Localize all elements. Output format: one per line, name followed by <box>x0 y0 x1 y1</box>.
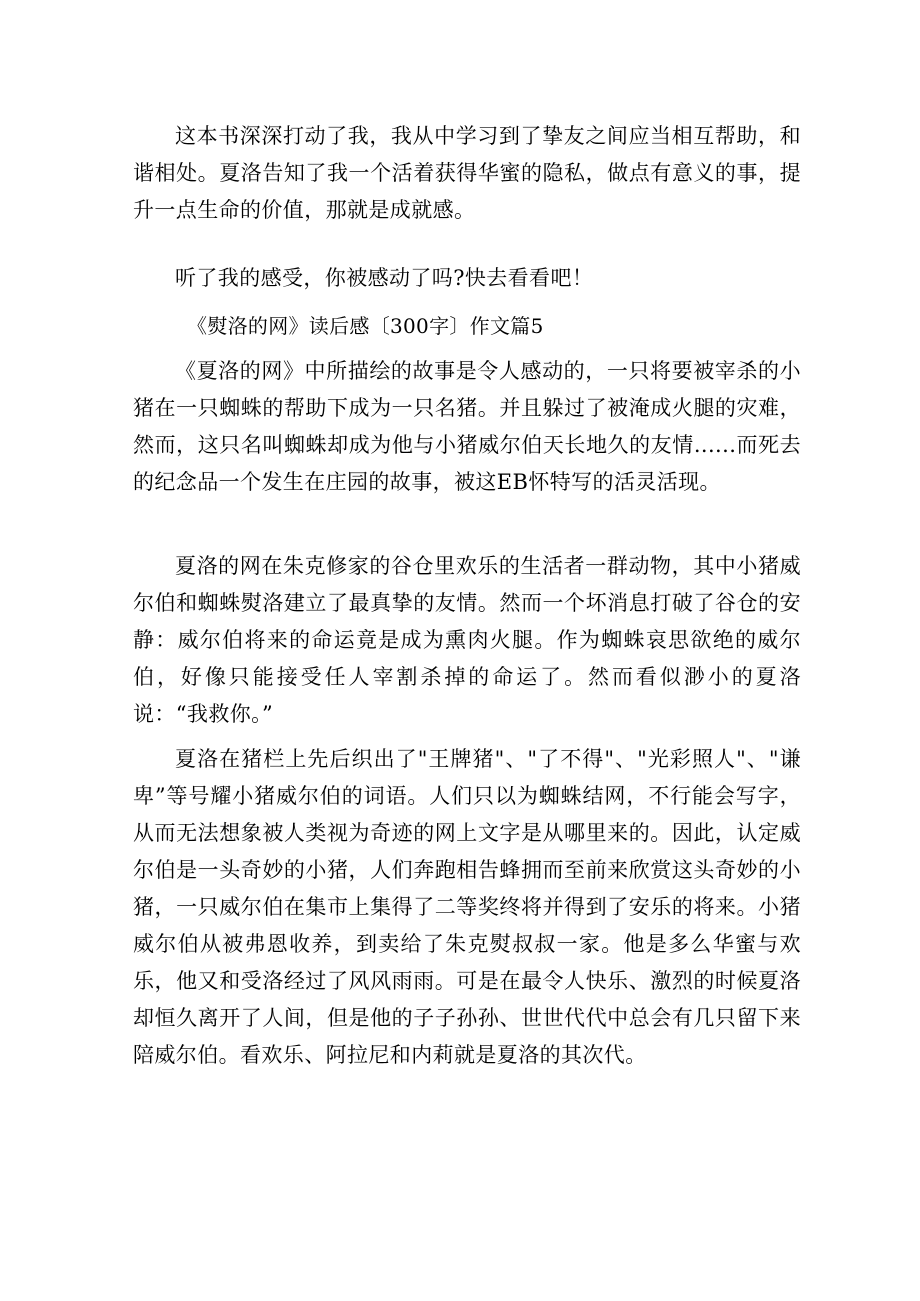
section-title: 《熨洛的网》读后感〔300字〕作文篇5 <box>187 314 544 338</box>
paragraph-3: 《夏洛的网》中所描绘的故事是令人感动的，一只将要被宰杀的小猪在一只蜘蛛的帮助下成为一只名猪。并且躲过了被淹成火腿的灾难，然而，这只名叫蜘蛛却成为他与小猪威尔伯天长地久的友情......而死去的纪念品一个发生在庄园的故事，被这EB怀特写的活灵活现。 <box>133 359 801 494</box>
paragraph-2: 听了我的感受，你被感动了吗?快去看看吧！ <box>175 266 594 290</box>
paragraph-1: 这本书深深打动了我，我从中学习到了挚友之间应当相互帮助，和谐相处。夏洛告知了我一个活着获得华蜜的隐私，做点有意义的事，提升一点生命的价值，那就是成就感。 <box>133 124 801 222</box>
paragraph-5: 夏洛在猪栏上先后织出了"王牌猪"、"了不得"、"光彩照人"、"谦卑”等号耀小猪威尔伯的词语。人们只以为蜘蛛结网，不行能会写字，从而无法想象被人类视为奇迹的网上文字是从哪里来的。因此，认定威尔伯是一头奇妙的小猪，人们奔跑相告蜂拥而至前来欣赏这头奇妙的小猪，一只威尔伯在集市上集得了二等奖终将并得到了安乐的将来。小猪威尔伯从被弗恩收养，到卖给了朱克熨叔叔一家。他是多么华蜜与欢乐，他又和受洛经过了风风雨雨。可是在最令人快乐、激烈的时候夏洛却恒久离开了人间，但是他的子子孙孙、世世代代中总会有几只留下来陪威尔伯。看欢乐、阿拉尼和内莉就是夏洛的其次代。 <box>133 747 801 1067</box>
paragraph-4: 夏洛的网在朱克修家的谷仓里欢乐的生活者一群动物，其中小猪威尔伯和蜘蛛熨洛建立了最真挚的友情。然而一个坏消息打破了谷仓的安静：威尔伯将来的命运竟是成为熏肉火腿。作为蜘蛛哀思欲绝的威尔伯，好像只能接受任人宰割杀掉的命运了。然而看似渺小的夏洛说：“我救你。” <box>133 554 801 726</box>
